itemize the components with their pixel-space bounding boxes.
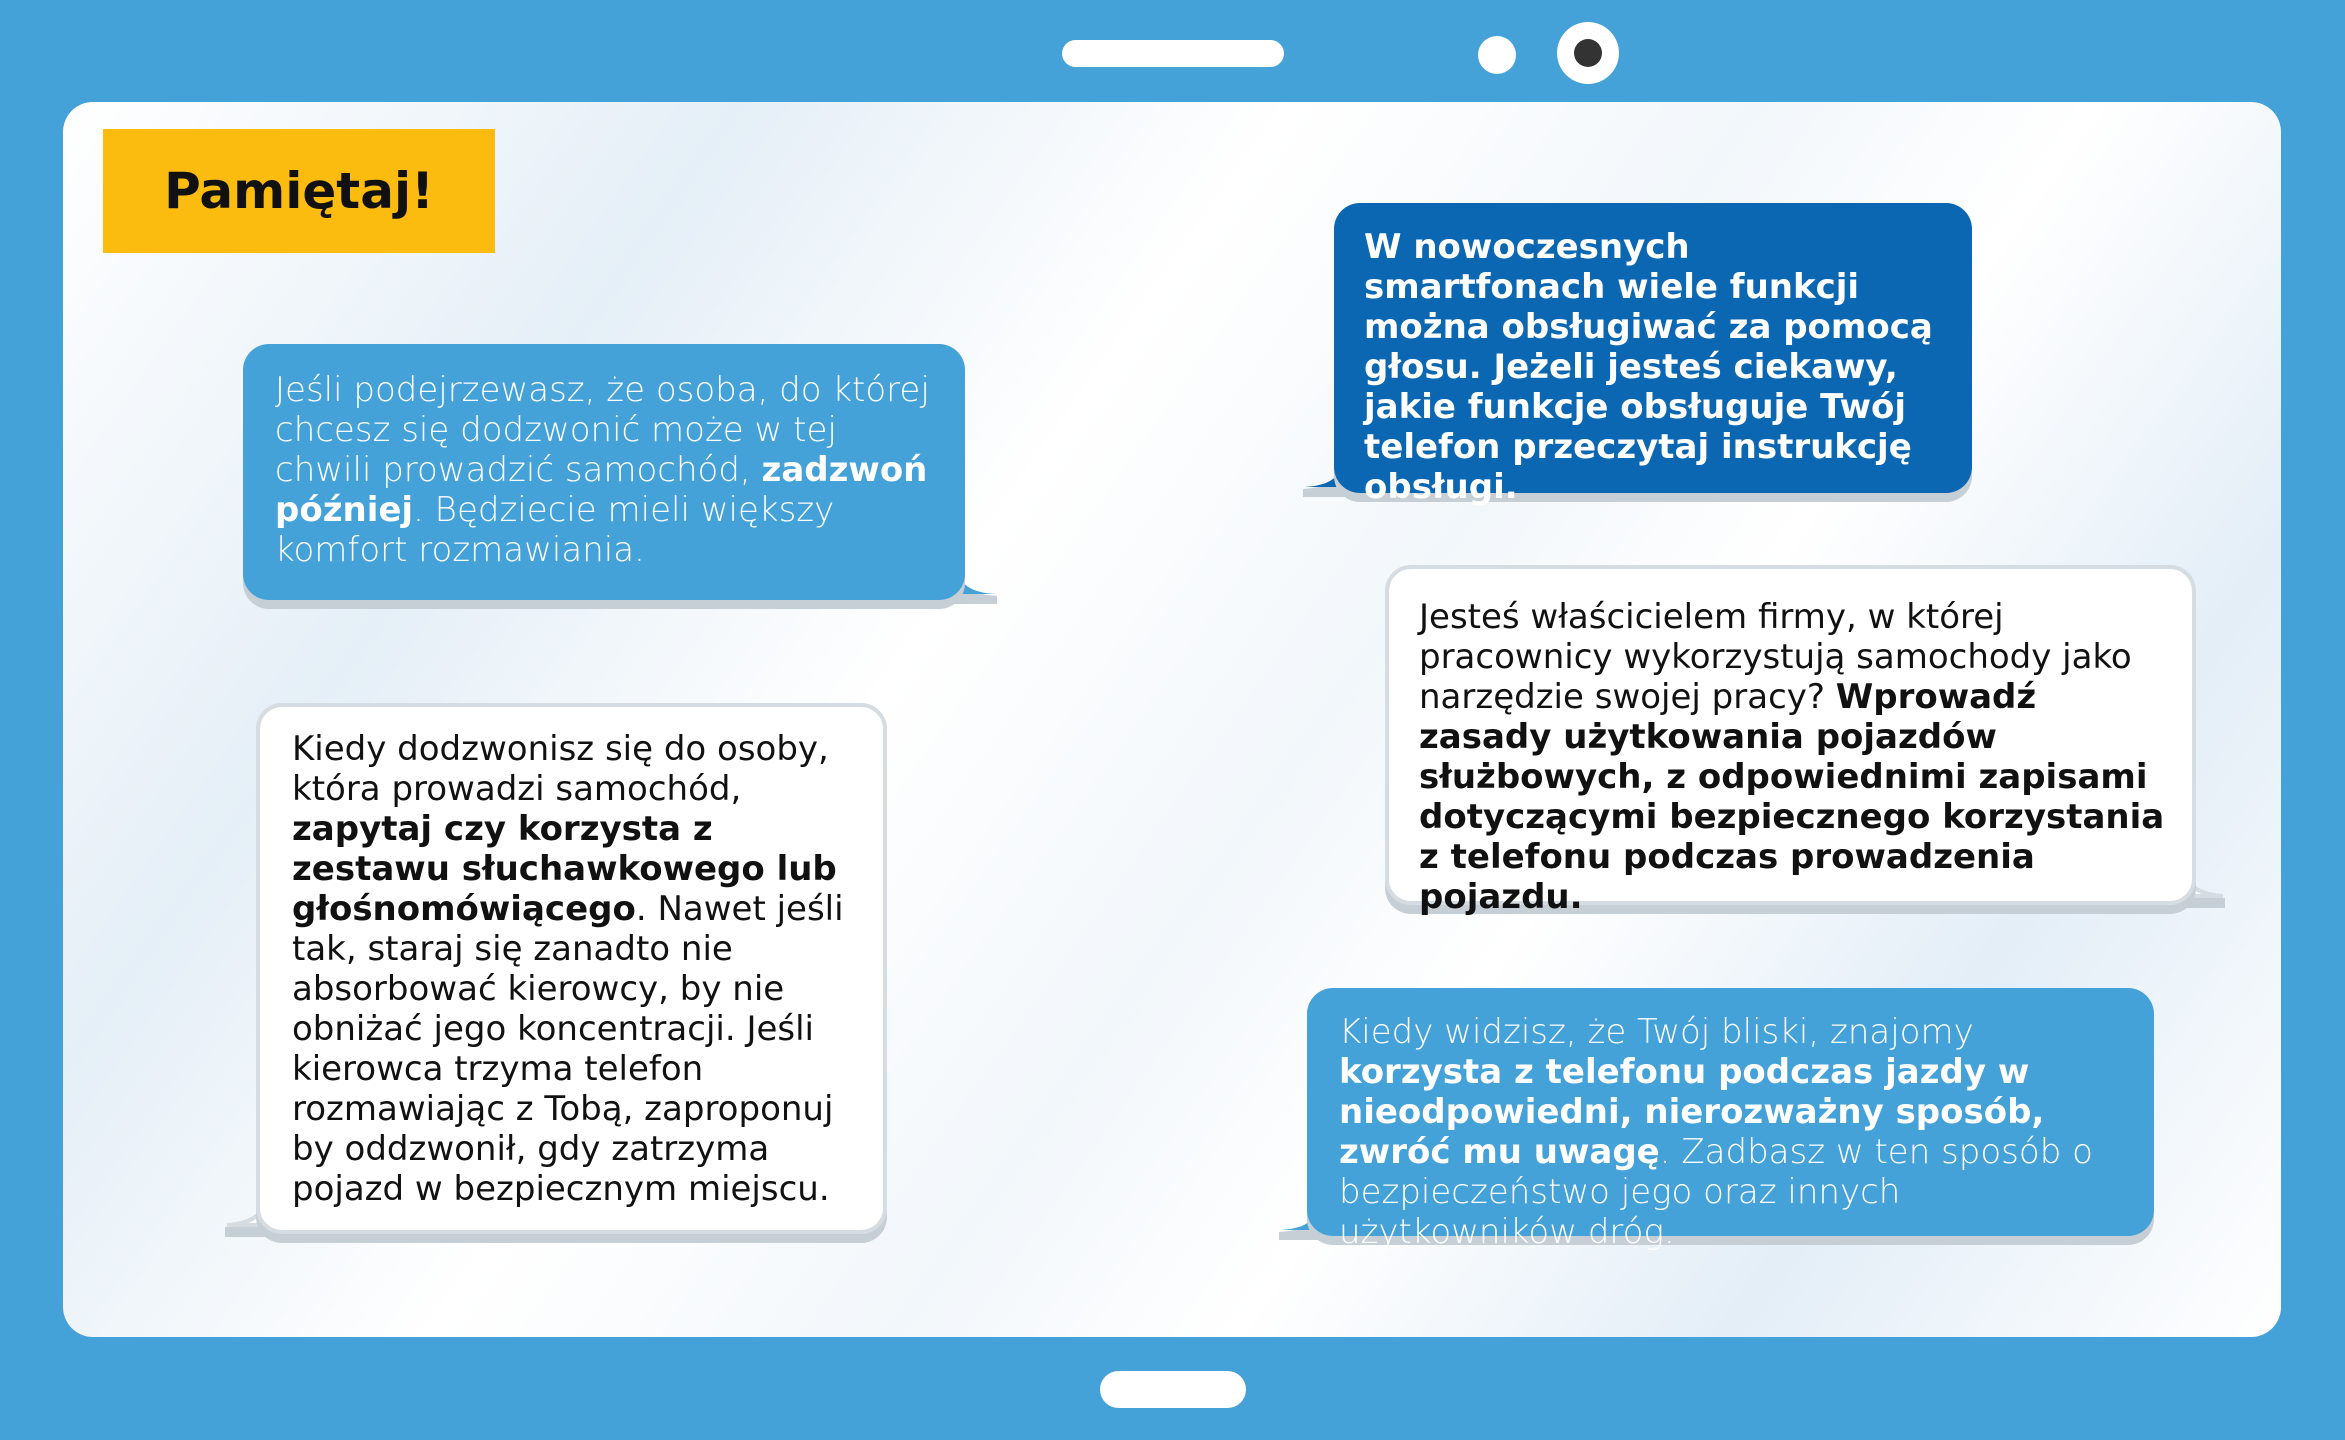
home-button[interactable] xyxy=(1100,1371,1246,1408)
tip-voice-bubble xyxy=(1334,203,1972,507)
remember-badge xyxy=(103,129,495,253)
tip-headset-bubble xyxy=(256,703,887,1234)
sensor-dot xyxy=(1478,36,1516,74)
remember-badge-label: Pamiętaj! xyxy=(164,162,434,220)
tip-company-text: Jesteś właścicielem firmy, w której pracownicy wykorzystują samochody jako narzędzie swojej pracy? Wprowadź zasady użytkowania pojazdów służbowych, z odpowiednimi zapisami dotyczącymi bezpiecznego korzystania z telefonu podczas prowadzenia pojazdu. xyxy=(1419,597,2165,917)
tip-call-later-text: Jeśli podejrzewasz, że osoba, do której chcesz się dodzwonić może w tej chwili prowadzić samochód, zadzwoń później. Będziecie mieli większy komfort rozmawiania. xyxy=(275,370,930,570)
tip-warn-bubble xyxy=(1307,988,2154,1252)
tip-warn-text: Kiedy widzisz, że Twój bliski, znajomy korzysta z telefonu podczas jazdy w nieodpowiedni, nierozważny sposób, zwróć mu uwagę. Zadbasz w ten sposób o bezpieczeństwo jego oraz innych użytkowników dróg. xyxy=(1339,1012,2093,1252)
speaker-slot xyxy=(1062,40,1284,67)
tip-voice-text: W nowoczesnych smartfonach wiele funkcji można obsługiwać za pomocą głosu. Jeżeli jesteś ciekawy, jakie funkcje obsługuje Twój telefon przeczytaj instrukcję obsługi. xyxy=(1364,227,1933,507)
tip-company-bubble xyxy=(1385,565,2196,917)
camera-icon xyxy=(1557,22,1619,84)
tip-call-later-bubble xyxy=(243,344,965,600)
camera-lens xyxy=(1574,39,1602,67)
tip-headset-text: Kiedy dodzwonisz się do osoby, która prowadzi samochód, zapytaj czy korzysta z zestawu słuchawkowego lub głośnomówiącego. Nawet jeśli tak, staraj się zanadto nie absorbować kierowcy, by nie obniżać jego koncentracji. Jeśli kierowca trzyma telefon rozmawiając z Tobą, zaproponuj by oddzwonił, gdy zatrzyma pojazd w bezpiecznym miejscu. xyxy=(292,729,844,1209)
